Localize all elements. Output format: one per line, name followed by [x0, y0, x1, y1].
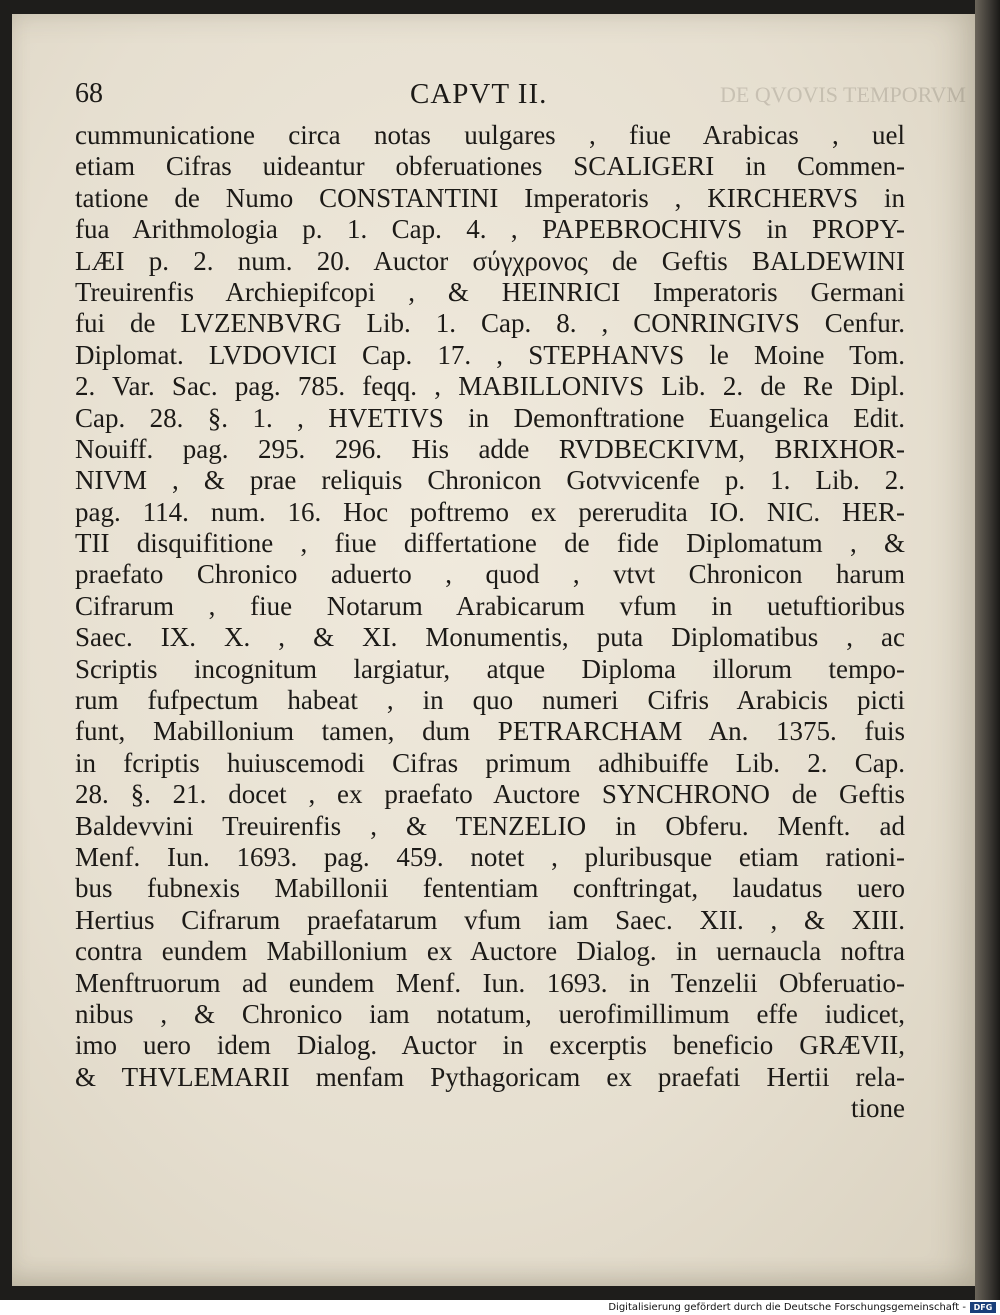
text-line: contra eundem Mabillonium ex Auctore Dialog. in uernaucla noftra — [75, 936, 905, 967]
dfg-logo: DFG — [970, 1302, 996, 1313]
text-line: etiam Cifras uideantur obferuationes SCALIGERI in Commen- — [75, 151, 905, 182]
text-line: Cifrarum , fiue Notarum Arabicarum vfum in uetuftioribus — [75, 590, 905, 621]
text-line: in fcriptis huiuscemodi Cifras primum adhibuiffe Lib. 2. Cap. — [75, 747, 905, 778]
text-line: nibus , & Chronico iam notatum, uerofimillimum effe iudicet, — [75, 998, 905, 1029]
text-line: Menftruorum ad eundem Menf. Iun. 1693. in Tenzelii Obferuatio- — [75, 967, 905, 998]
text-line: rum fufpectum habeat , in quo numeri Cifris Arabicis picti — [75, 685, 905, 716]
text-line: bus fubnexis Mabillonii fententiam conftringat, laudatus uero — [75, 873, 905, 904]
digitization-footer — [0, 1300, 1000, 1315]
bleed-through-text: DE QVOVIS TEMPORVM — [720, 82, 966, 107]
text-line: TII disquifitione , fiue differtatione de fide Diplomatum , & — [75, 528, 905, 559]
text-line: Diplomat. LVDOVICI Cap. 17. , STEPHANVS le Moine Tom. — [75, 339, 905, 370]
running-head: CAPVT II. — [410, 78, 548, 110]
text-line: Baldevvini Treuirenfis , & TENZELIO in Obferu. Menft. ad — [75, 810, 905, 841]
text-line: praefato Chronico aduerto , quod , vtvt Chronicon harum — [75, 559, 905, 590]
text-line: tione — [851, 1093, 905, 1124]
text-line: Scriptis incognitum largiatur, atque Diploma illorum tempo- — [75, 653, 905, 684]
text-line: Hertius Cifrarum praefatarum vfum iam Saec. XII. , & XIII. — [75, 904, 905, 935]
text-line: pag. 114. num. 16. Hoc poftremo ex pererudita IO. NIC. HER- — [75, 496, 905, 527]
text-line: cummunicatione circa notas uulgares , fiue Arabicas , uel — [75, 120, 905, 150]
text-line: funt, Mabillonium tamen, dum PETRARCHAM An. 1375. fuis — [75, 716, 905, 747]
funding-credit: Digitalisierung gefördert durch die Deutsche Forschungsgemeinschaft - — [608, 1302, 966, 1313]
text-line: 28. §. 21. docet , ex praefato Auctore SYNCHRONO de Geftis — [75, 779, 905, 810]
text-line: imo uero idem Dialog. Auctor in excerptis beneficio GRÆVII, — [75, 1030, 905, 1061]
text-line: Nouiff. pag. 295. 296. His adde RVDBECKIVM, BRIXHOR- — [75, 433, 905, 464]
text-line: Treuirenfis Archiepifcopi , & HEINRICI Imperatoris Germani — [75, 276, 905, 307]
page-number: 68 — [75, 78, 103, 109]
body-text — [75, 120, 905, 1125]
text-line: NIVM , & prae reliquis Chronicon Gotvvicenfe p. 1. Lib. 2. — [75, 465, 905, 496]
text-line: tatione de Numo CONSTANTINI Imperatoris , KIRCHERVS in — [75, 182, 905, 213]
text-line: fui de LVZENBVRG Lib. 1. Cap. 8. , CONRINGIVS Cenfur. — [75, 308, 905, 339]
text-line: & THVLEMARII menfam Pythagoricam ex praefati Hertii rela- — [75, 1061, 905, 1092]
text-line: 2. Var. Sac. pag. 785. feqq. , MABILLONIVS Lib. 2. de Re Dipl. — [75, 371, 905, 402]
text-line: Cap. 28. §. 1. , HVETIVS in Demonftratione Euangelica Edit. — [75, 402, 905, 433]
text-line: LÆI p. 2. num. 20. Auctor σύγχρονος de Geftis BALDEWINI — [75, 245, 905, 276]
page-edge-shadow — [975, 0, 1000, 1300]
text-line: Menf. Iun. 1693. pag. 459. notet , pluribusque etiam rationi- — [75, 841, 905, 872]
text-line: fua Arithmologia p. 1. Cap. 4. , PAPEBROCHIVS in PROPY- — [75, 214, 905, 245]
text-line: Saec. IX. X. , & XI. Monumentis, puta Diplomatibus , ac — [75, 622, 905, 653]
